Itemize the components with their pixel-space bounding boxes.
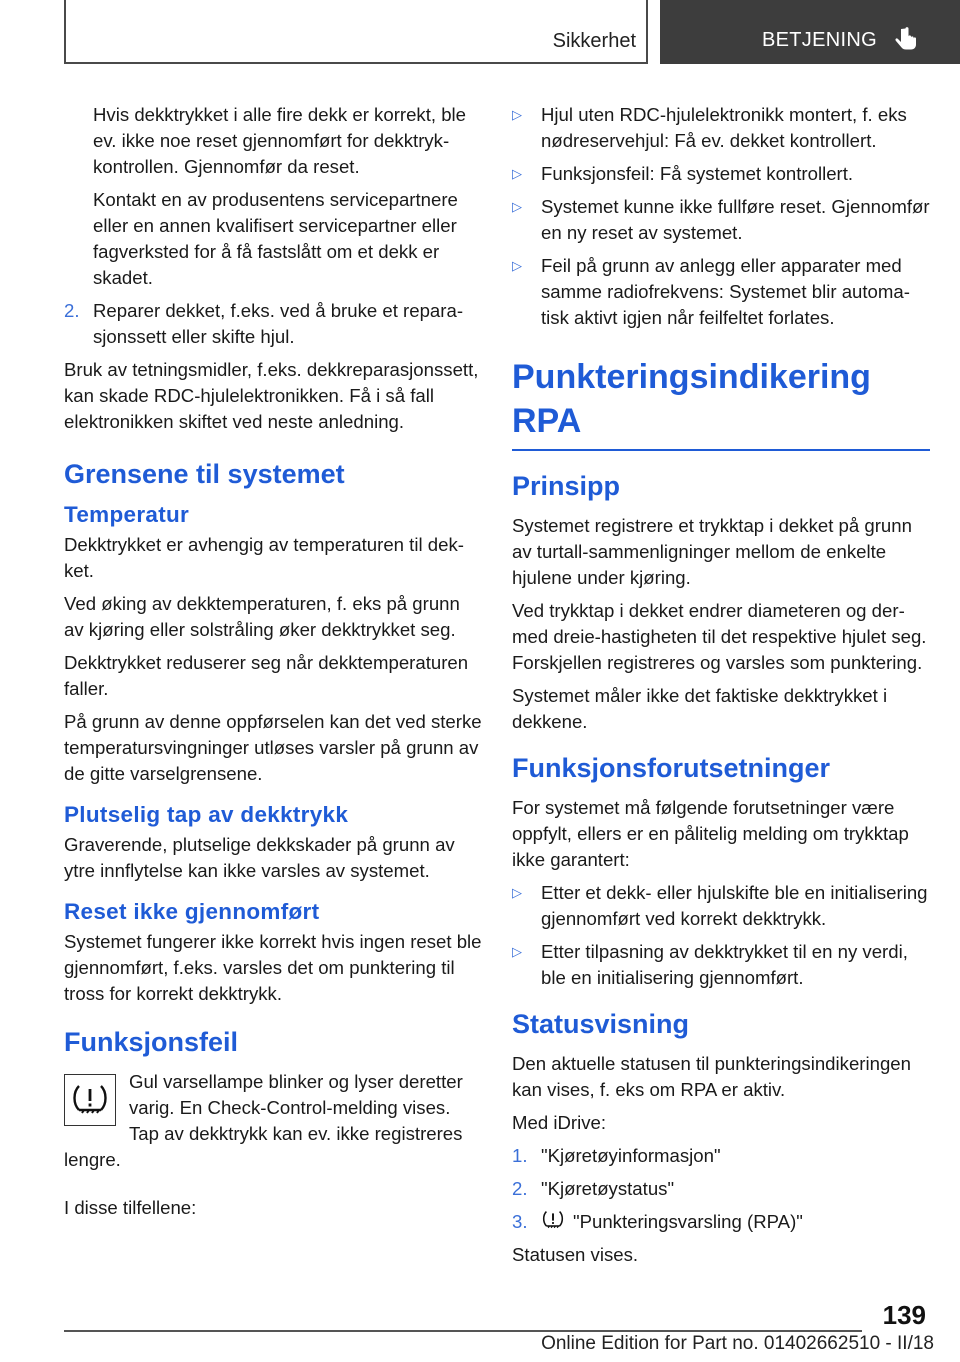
heading-principle: Prinsipp: [512, 471, 621, 501]
triangle-bullet-icon: ▷: [512, 166, 522, 181]
triangle-bullet-icon: ▷: [512, 944, 522, 959]
triangle-bullet-icon: ▷: [512, 199, 522, 214]
continued-paragraph-1: Hvis dekktrykket i alle fire dekk er korrekt, ble ev. ikke noe reset gjennomført for dekktrykkontrollen. Gjennomfør da reset.: [93, 104, 467, 177]
list-item: [512, 194, 930, 246]
tire-pressure-warning-icon: [70, 1082, 110, 1118]
sudden-loss-paragraph: Graverende, plutselige dekkskader på grunn av ytre innflytelse kan ikke varsles av systemet.: [64, 834, 455, 881]
heading-status-display: Statusvisning: [512, 1009, 690, 1039]
step-item: [64, 298, 484, 350]
status-paragraph-2: Med iDrive:: [512, 1112, 607, 1133]
heading-system-limits: Grensene til systemet: [64, 459, 345, 489]
list-item: [512, 161, 930, 187]
left-column: [64, 102, 484, 1228]
page-number: 139: [882, 1300, 926, 1330]
principle-paragraph-2: Ved trykktap i dekket endrer diameteren og dermed dreie-hastigheten til det respektive hjulet seg. Forskjellen registreres og varsles som punktering.: [512, 600, 927, 673]
step-item: [512, 1209, 930, 1235]
chapter-tab: [660, 0, 960, 64]
malfunction-text: Gul varsellampe blinker og lyser deretter varig. En Check-Control-melding vises. Tap av dekktrykk kan ev. ikke registreres lengre.: [64, 1071, 463, 1170]
list-item: [512, 939, 930, 991]
heading-reset-not-done: Reset ikke gjennomført: [64, 899, 320, 924]
right-column: [512, 102, 930, 1275]
temperature-paragraph-3: Dekktrykket reduserer seg når dekktemperaturen faller.: [64, 652, 469, 699]
list-item-text: Feil på grunn av anlegg eller apparater med samme radiofrekvens: Systemet blir automatisk aktivt igjen når feilfeltet forlates.: [541, 255, 910, 328]
heading-temperature: Temperatur: [64, 502, 190, 527]
triangle-bullet-icon: ▷: [512, 885, 522, 900]
step-text: "Kjøretøystatus": [541, 1178, 675, 1199]
temperature-paragraph-2: Ved øking av dekktemperaturen, f. eks på grunn av kjøring eller solstråling øker dekktrykket seg.: [64, 593, 460, 640]
prerequisites-paragraph: For systemet må følgende forutsetninger være oppfylt, ellers er en pålitelig melding om trykktap ikke garantert:: [512, 797, 909, 870]
warning-lamp-box: [64, 1074, 116, 1126]
list-item: [512, 102, 930, 154]
step-number: 2.: [512, 1178, 528, 1199]
reset-paragraph: Systemet fungerer ikke korrekt hvis ingen reset ble gjennomført, f.eks. varsles det om punktering til tross for korrekt dekktrykk.: [64, 931, 482, 1004]
list-item-text: Etter et dekk- eller hjulskifte ble en initialisering gjennomført ved korrekt dekktrykk.: [541, 882, 928, 929]
step-item: [512, 1176, 930, 1202]
status-paragraph-3: Statusen vises.: [512, 1244, 639, 1265]
list-item: [512, 880, 930, 932]
sealant-paragraph: Bruk av tetningsmidler, f.eks. dekkreparasjonssett, kan skade RDC-hjulelektronikken. Få i så fall elektronikken skiftet ved neste anledning.: [64, 359, 479, 432]
principle-paragraph-1: Systemet registrere et trykktap i dekket på grunn av turtall-sammenligninger mellom de enkelte hjulene under kjøring.: [512, 515, 912, 588]
step-text: "Punkteringsvarsling (RPA)": [573, 1211, 803, 1232]
list-item: [512, 253, 930, 331]
status-paragraph-1: Den aktuelle statusen til punkteringsindikeringen kan vises, f. eks om RPA er aktiv.: [512, 1053, 911, 1100]
heading-rpa: Punkteringsindikering RPA: [512, 355, 930, 451]
step-number: 2.: [64, 300, 80, 321]
step-item: [512, 1143, 930, 1169]
heading-prerequisites: Funksjonsforutsetninger: [512, 753, 831, 783]
list-item-text: Hjul uten RDC-hjulelektronikk montert, f. eks nødreservehjul: Få ev. dekket kontrollert.: [541, 104, 907, 151]
edition-note: Online Edition for Part no. 01402662510 - II/18: [541, 1333, 934, 1354]
section-title: Sikkerhet: [552, 30, 636, 52]
list-item-text: Systemet kunne ikke fullføre reset. Gjennomfør en ny reset av systemet.: [541, 196, 930, 243]
heading-malfunction: Funksjonsfeil: [64, 1027, 239, 1057]
step-text: Reparer dekket, f.eks. ved å bruke et reparasjonssett eller skifte hjul.: [93, 300, 464, 347]
principle-paragraph-3: Systemet måler ikke det faktiske dekktrykket i dekkene.: [512, 685, 888, 732]
continued-paragraph-2: Kontakt en av produsentens servicepartnere eller en annen kvalifisert servicepartner eller fagverksted for å få fastslått om et dekk er skadet.: [93, 189, 458, 288]
temperature-paragraph-4: På grunn av denne oppførselen kan det ved sterke temperatursvingninger utløses varsler på grunn av de gitte varselgrensene.: [64, 711, 482, 784]
footer-rule: [64, 1330, 862, 1332]
step-number: 3.: [512, 1211, 528, 1232]
triangle-bullet-icon: ▷: [512, 258, 522, 273]
malfunction-block: [64, 1069, 484, 1173]
heading-sudden-loss: Plutselig tap av dekktrykk: [64, 802, 349, 827]
step-number: 1.: [512, 1145, 528, 1166]
list-item-text: Funksjonsfeil: Få systemet kontrollert.: [541, 163, 854, 184]
chapter-label: BETJENING: [762, 29, 877, 51]
cases-paragraph: I disse tilfellene:: [64, 1197, 197, 1218]
tire-pressure-warning-icon: [541, 1209, 565, 1231]
temperature-paragraph-1: Dekktrykket er avhengig av temperaturen til dekket.: [64, 534, 464, 581]
touch-hand-icon: [892, 26, 920, 54]
triangle-bullet-icon: ▷: [512, 107, 522, 122]
step-text: "Kjøretøyinformasjon": [541, 1145, 721, 1166]
list-item-text: Etter tilpasning av dekktrykket til en ny verdi, ble en initialisering gjennomført.: [541, 941, 908, 988]
